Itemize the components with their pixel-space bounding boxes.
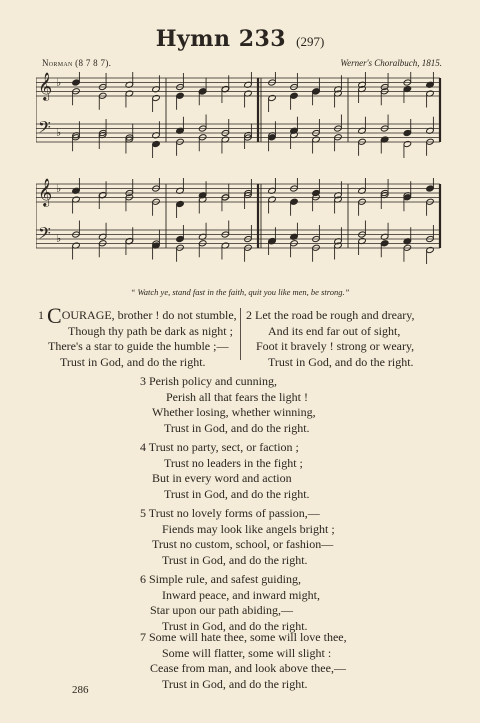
stanza-line (140, 572, 320, 588)
stanza-line (246, 308, 415, 324)
stanza-line: Though thy path be dark as night ; (68, 323, 233, 338)
stanza-line: Whether losing, whether winning, (152, 405, 316, 419)
stanza-line: Fiends may look like angels bright ; (162, 521, 335, 536)
hymn-title (0, 26, 480, 52)
stanza-number: 3 (140, 374, 146, 388)
stanza-number: 5 (140, 506, 146, 520)
treble-clef-mark: 𝄞 (38, 72, 53, 100)
stanza-number: 6 (140, 572, 146, 586)
stanza-4 (140, 440, 310, 502)
music-system-2 (36, 178, 446, 270)
bass-clef-mark: 𝄢 (38, 223, 51, 247)
hymn-title-text: Hymn 233 (155, 26, 287, 52)
stanza-line: There's a star to guide the humble ;— (48, 339, 229, 353)
tune-name: Norman (8 7 8 7). (42, 58, 112, 68)
stanza-line: Trust in God, and do the right. (162, 676, 308, 691)
music-score-image (36, 72, 446, 164)
tune-source: Werner's Choralbuch, 1815. (340, 58, 442, 68)
stanza-line: Inward peace, and inward might, (162, 587, 320, 602)
music-score-image (36, 178, 446, 270)
stanza-5 (140, 506, 335, 568)
stanza-line (140, 440, 310, 456)
stanza-line (140, 630, 347, 646)
key-flat-mark: ♭ (56, 183, 62, 195)
stanza-line: And its end far out of sight, (268, 323, 401, 338)
stanza-line: Trust in God, and do the right. (164, 420, 310, 435)
stanza-6 (140, 572, 320, 634)
stanza-1 (38, 303, 237, 370)
stanza-2 (246, 308, 415, 370)
stanza-line: Trust no leaders in the fight ; (164, 455, 303, 470)
stanza-line: Star upon our path abiding,— (150, 603, 293, 617)
stanza-3 (140, 374, 316, 436)
stanza-line: Trust in God, and do the right. (162, 618, 308, 633)
stanza-line: But in every word and action (152, 471, 292, 485)
stanza-line-text: Trust no party, sect, or faction ; (148, 440, 299, 454)
hymn-alt-number: (297) (296, 34, 325, 49)
stanza-number: 1 (38, 308, 44, 322)
stanza-line: Some will flatter, some will slight : (162, 645, 332, 660)
stanza-line (140, 506, 335, 522)
key-flat-mark: ♭ (56, 127, 62, 139)
treble-clef-mark: 𝄞 (38, 178, 53, 206)
stanza-line (140, 374, 316, 390)
drop-cap: C (47, 303, 62, 328)
stanza-line: Trust in God, and do the right. (60, 354, 206, 369)
stanza-line: Cease from man, and look above thee,— (150, 661, 346, 675)
stanza-number: 4 (140, 440, 146, 454)
music-system-1 (36, 72, 446, 164)
page-number: 286 (72, 684, 89, 696)
key-flat-mark: ♭ (56, 233, 62, 245)
key-flat-mark: ♭ (56, 77, 62, 89)
stanza-line: Trust in God, and do the right. (268, 354, 414, 369)
stanza-line-text: Some will hate thee, some will love thee, (149, 630, 347, 644)
stanza-line (38, 303, 237, 328)
stanza-7 (140, 630, 347, 692)
stanza-number: 7 (140, 630, 146, 644)
stanza-line-text: Let the road be rough and dreary, (255, 308, 415, 322)
stanza-line: Trust in God, and do the right. (162, 552, 308, 567)
stanza-line-text: Trust no lovely forms of passion,— (148, 506, 320, 520)
stanza-number: 2 (246, 308, 252, 322)
stanza-line: Perish all that fears the light ! (166, 389, 308, 404)
stanza-line-text: Simple rule, and safest guiding, (149, 572, 301, 586)
bass-clef-mark: 𝄢 (38, 117, 51, 141)
stanza-line: Trust no custom, school, or fashion— (152, 537, 334, 551)
epigraph: “ Watch ye, stand fast in the faith, quit you like men, be strong.” (130, 287, 350, 297)
stanza-line: Foot it bravely ! strong or weary, (256, 339, 415, 353)
stanza-line: Trust in God, and do the right. (164, 486, 310, 501)
stanza-line-text: OURAGE, brother ! do not stumble, (61, 308, 237, 322)
stanza-divider (240, 308, 241, 360)
stanza-line-text: Perish policy and cunning, (149, 374, 277, 388)
